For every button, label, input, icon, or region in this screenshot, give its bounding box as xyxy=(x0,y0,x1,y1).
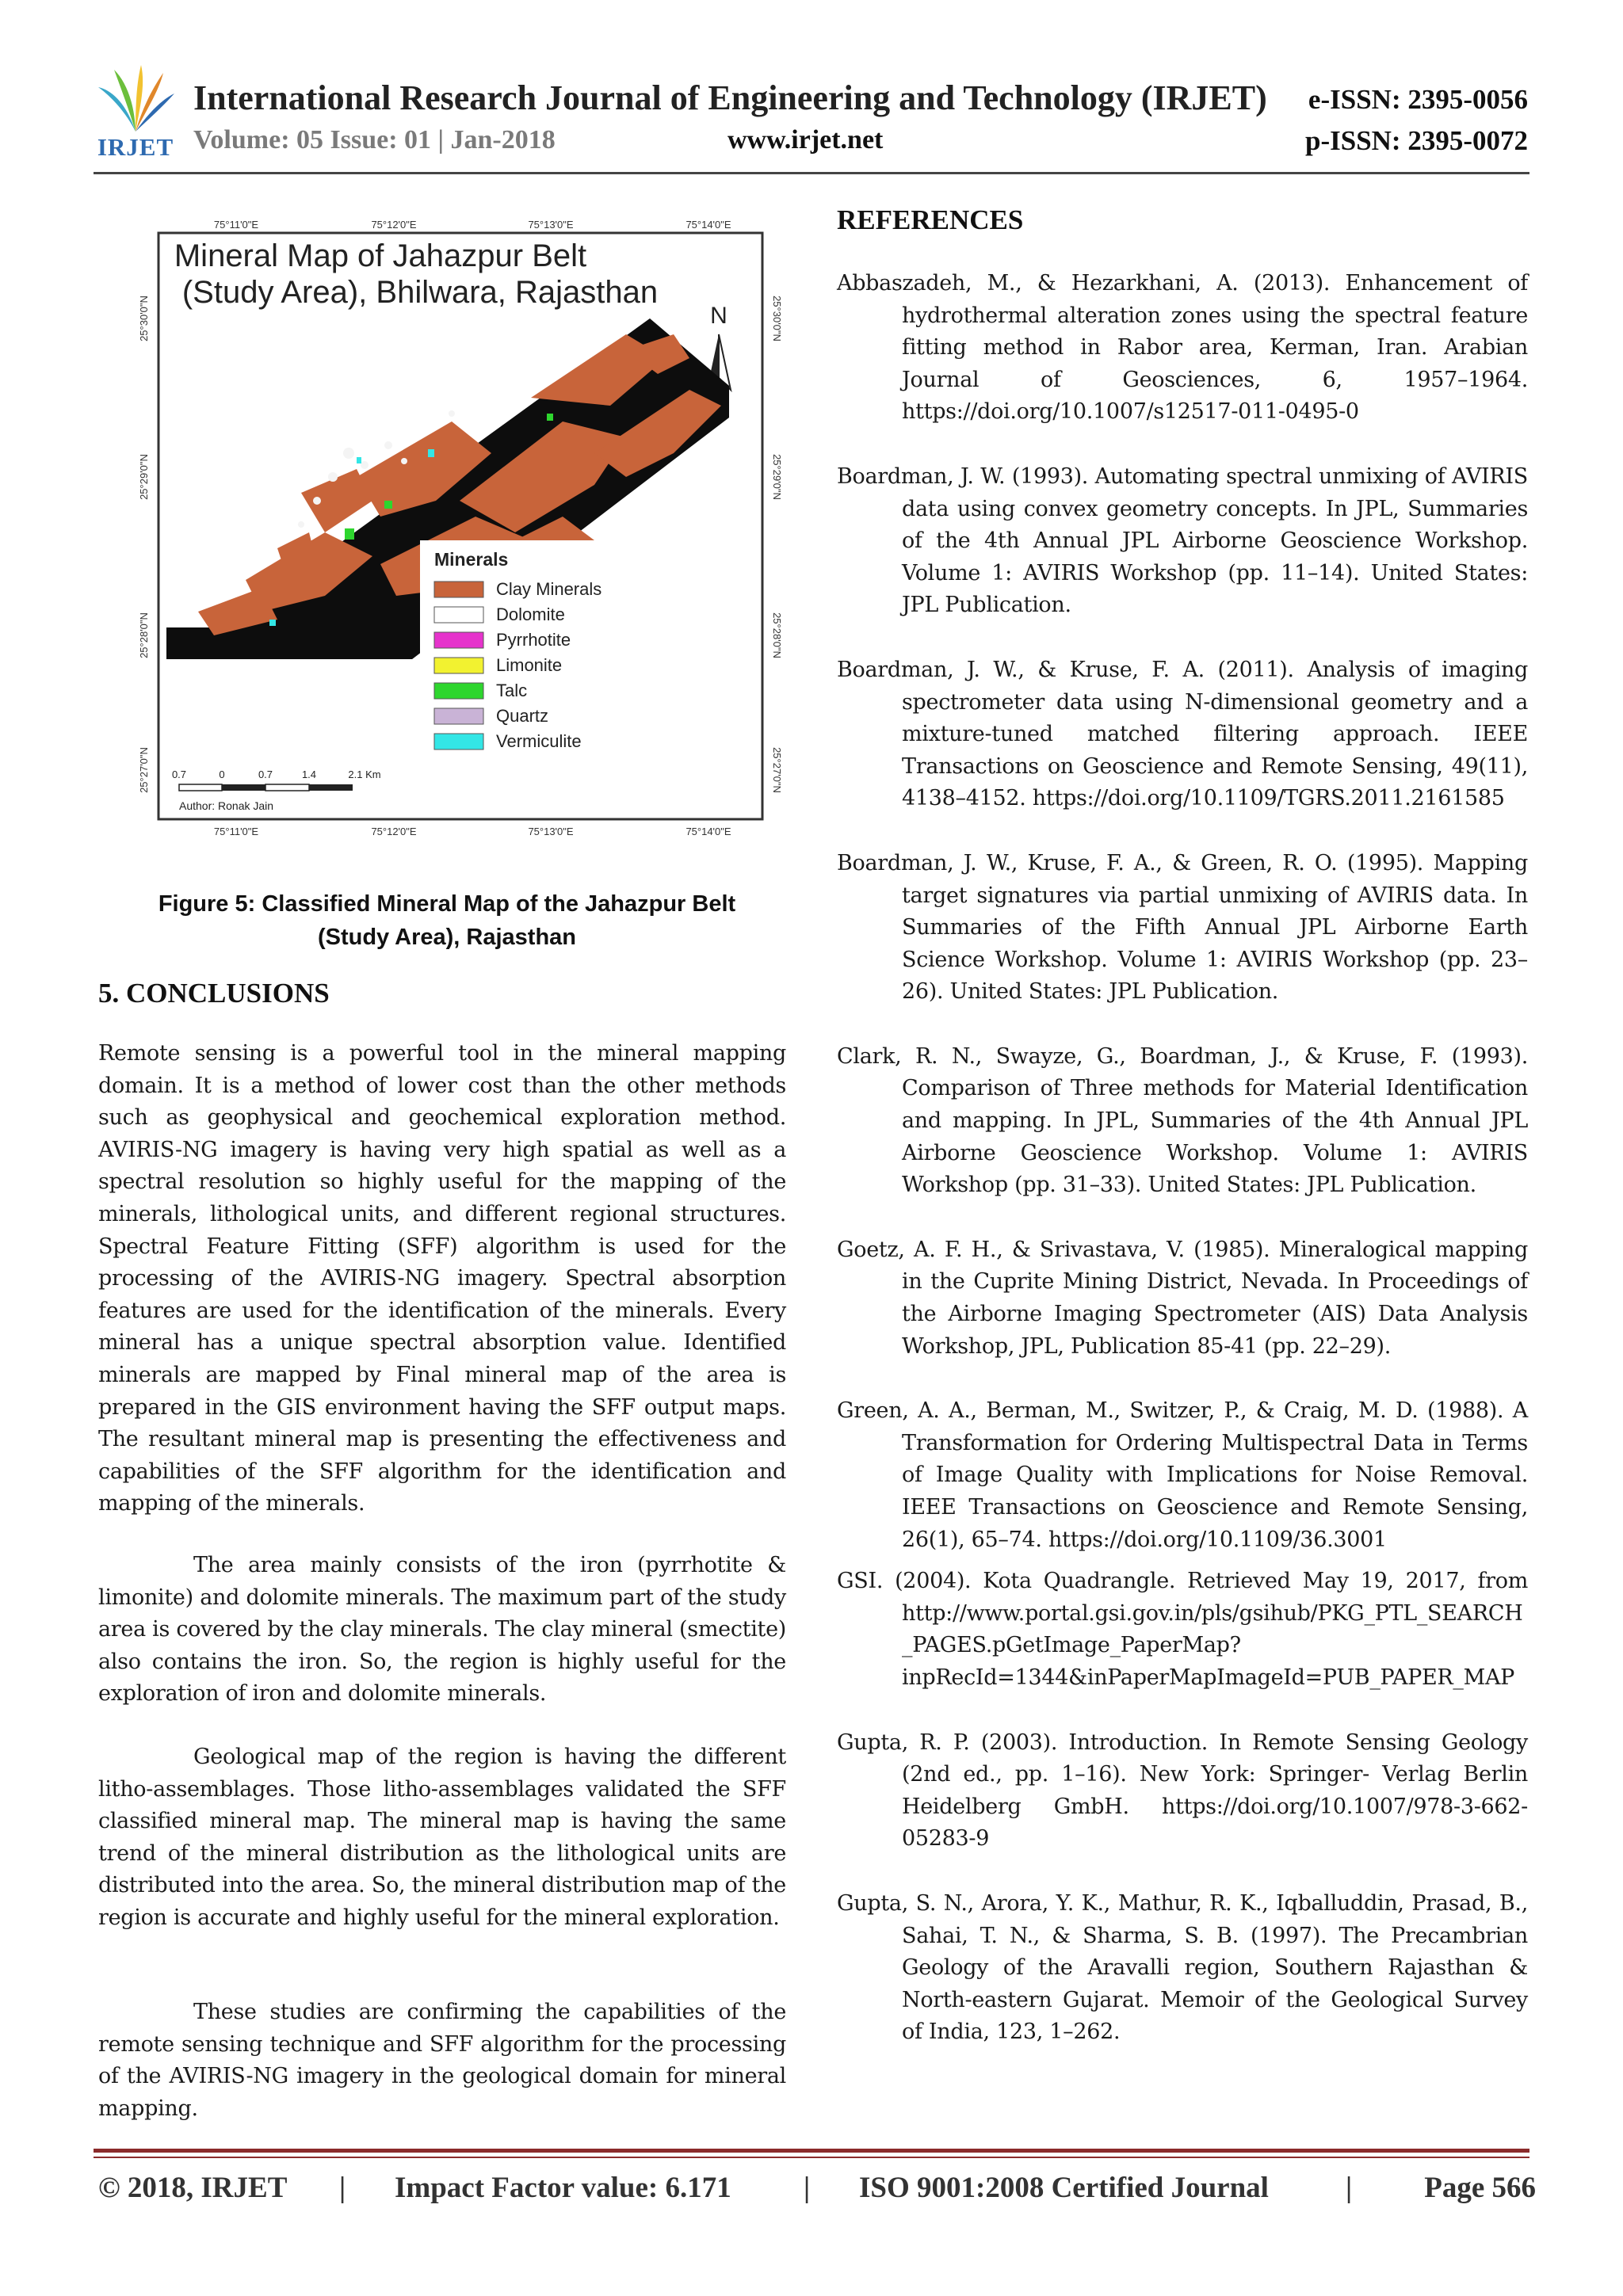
conclusion-paragraph-3 xyxy=(98,1741,786,1935)
legend-label: Limonite xyxy=(496,655,563,675)
mineral-map-figure xyxy=(119,215,781,840)
figure-caption xyxy=(98,887,796,954)
reference-item: Gupta, R. P. (2003). Introduction. In Remote Sensing Geology (2nd ed., pp. 1–16). New York: Springer- Verlag Berlin Heidelberg GmbH. https://doi.org/10.1007/978-3-662-05283-9 xyxy=(837,1730,1528,1852)
p-issn: p-ISSN: 2395-0072 xyxy=(1304,125,1528,156)
legend-swatch xyxy=(434,582,483,597)
legend-label: Quartz xyxy=(496,706,549,726)
scale-label: 0 xyxy=(219,769,225,780)
left-tick: 25°28'0"N xyxy=(138,612,150,658)
footer-separator: | xyxy=(1346,2172,1353,2204)
footer-copyright: © 2018, IRJET xyxy=(98,2172,288,2204)
reference-item: Goetz, A. F. H., & Srivastava, V. (1985). Mineralogical mapping in the Cuprite Mining District, Nevada. In Proceedings of the Airborne Imaging Spectrometer (AIS) Data Analysis Workshop, JPL, Publication 85-41 (pp. 22–29). xyxy=(837,1237,1528,1359)
legend-swatch xyxy=(434,708,483,724)
footer-page-number: Page 566 xyxy=(1424,2172,1536,2204)
page-footer xyxy=(98,2171,1536,2210)
legend-label: Dolomite xyxy=(496,605,565,624)
header-divider xyxy=(94,172,1529,174)
bottom-tick: 75°12'0"E xyxy=(371,826,417,837)
map-author: Author: Ronak Jain xyxy=(179,799,274,812)
bottom-tick: 75°11'0"E xyxy=(213,826,259,837)
footer-divider xyxy=(94,2149,1529,2153)
top-tick: 75°11'0"E xyxy=(213,219,259,231)
scale-label: 0.7 xyxy=(258,769,273,780)
legend-title: Minerals xyxy=(434,549,509,570)
conclusion-paragraph-4-text: These studies are confirming the capabilities of the remote sensing technique and SFF algorithm for the processing of the AVIRIS-NG imagery in the geological domain for mineral mapping. xyxy=(98,2000,786,2121)
scale-label: 0.7 xyxy=(171,769,187,780)
reference-item: Green, A. A., Berman, M., Switzer, P., & Craig, M. D. (1988). A Transformation for Ordering Multispectral Data in Terms of Image Quality with Implications for Noise Removal. IEEE Transactions on Geoscience and Remote Sensing, 26(1), 65–74. https://doi.org/10.1109/36.3001 xyxy=(837,1398,1528,1552)
journal-title: International Research Journal of Engineering and Technology (IRJET) xyxy=(193,78,1267,117)
reference-item: Clark, R. N., Swayze, G., Boardman, J., & Kruse, F. (1993). Comparison of Three methods for Material Identification and mapping. In JPL, Summaries of the 4th Annual JPL Airborne Geoscience Workshop. Volume 1: AVIRIS Workshop (pp. 31–33). United States: JPL Publication. xyxy=(837,1043,1528,1198)
conclusion-paragraph-2-text: The area mainly consists of the iron (pyrrhotite & limonite) and dolomite minerals. The maximum part of the study area is covered by the clay minerals. The clay mineral (smectite) also contains the iron. So, the region is highly useful for the exploration of iron and dolomite minerals. xyxy=(98,1553,786,1707)
legend-label: Vermiculite xyxy=(496,731,582,751)
reference-item: Gupta, S. N., Arora, Y. K., Mathur, R. K., Iqballuddin, Prasad, B., Sahai, T. N., & Sharma, S. B. (1997). The Precambrian Geology of the Aravalli region, Southern Rajasthan & North-eastern Gujarat. Memoir of the Geological Survey of India, 123, 1–262. xyxy=(837,1890,1528,2045)
legend-swatch xyxy=(434,683,483,699)
reference-item: Boardman, J. W., & Kruse, F. A. (2011). Analysis of imaging spectrometer data using N-dimensional geometry and a mixture-tuned matched filtering approach. IEEE Transactions on Geoscience and Remote Sensing, 49(11), 4138–4152. https://doi.org/10.1109/TGRS.2011.2161585 xyxy=(837,657,1528,811)
map-legend xyxy=(420,540,761,814)
map-title: Mineral Map of Jahazpur Belt xyxy=(174,238,587,273)
reference-item: Boardman, J. W. (1993). Automating spectral unmixing of AVIRIS data using convex geometry concepts. In JPL, Summaries of the 4th Annual JPL Airborne Geoscience Workshop. Volume 1: AVIRIS Workshop (pp. 11–14). United States: JPL Publication. xyxy=(837,463,1528,618)
footer-iso: ISO 9001:2008 Certified Journal xyxy=(859,2172,1269,2204)
footer-divider xyxy=(94,2157,1529,2158)
left-tick: 25°30'0"N xyxy=(138,296,150,341)
legend-label: Pyrrhotite xyxy=(496,630,571,650)
right-tick: 25°29'0"N xyxy=(771,454,783,500)
legend-swatch xyxy=(434,607,483,623)
left-tick: 25°27'0"N xyxy=(138,747,150,793)
footer-impact-factor: Impact Factor value: 6.171 xyxy=(395,2172,731,2204)
footer-separator: | xyxy=(804,2172,811,2204)
reference-list xyxy=(837,268,1528,2049)
svg-text:N: N xyxy=(710,303,727,329)
section-title-conclusions: 5. CONCLUSIONS xyxy=(98,978,330,1009)
conclusion-paragraph-4 xyxy=(98,1997,786,2125)
reference-item: Abbaszadeh, M., & Hezarkhani, A. (2013). Enhancement of hydrothermal alteration zones using the spectral feature fitting method in Rabor area, Kerman, Iran. Arabian Journal of Geosciences, 6, 1957–1964. https://doi.org/10.1007/s12517-011-0495-0 xyxy=(837,271,1528,425)
footer-separator: | xyxy=(339,2172,346,2204)
journal-logo xyxy=(94,63,178,160)
section-title-references: REFERENCES xyxy=(837,204,1024,235)
map-subtitle: (Study Area), Bhilwara, Rajasthan xyxy=(181,275,659,310)
right-tick: 25°30'0"N xyxy=(771,296,783,341)
right-tick: 25°27'0"N xyxy=(771,747,783,793)
bottom-tick: 75°14'0"E xyxy=(685,826,731,837)
logo-text: IRJET xyxy=(97,133,174,161)
logo-leaf-icon xyxy=(94,63,178,135)
legend-swatch xyxy=(434,632,483,648)
reference-item: GSI. (2004). Kota Quadrangle. Retrieved May 19, 2017, from http://www.portal.gsi.gov.in/pls/gsihub/PKG_PTL_SEARCH_PAGES.pGetImage_PaperMap?inpRecId=1344&inPaperMapImageId=PUB_PAPER_MAP xyxy=(837,1569,1528,1690)
figure-caption-line1: Figure 5: Classified Mineral Map of the Jahazpur Belt xyxy=(158,891,736,917)
volume-info: Volume: 05 Issue: 01 | Jan-2018 xyxy=(193,125,556,154)
top-tick: 75°13'0"E xyxy=(528,219,574,231)
top-tick: 75°12'0"E xyxy=(371,219,417,231)
legend-label: Clay Minerals xyxy=(496,579,602,599)
top-tick: 75°14'0"E xyxy=(685,219,731,231)
journal-website[interactable]: www.irjet.net xyxy=(727,125,884,154)
legend-swatch xyxy=(434,734,483,749)
left-tick: 25°29'0"N xyxy=(138,454,150,500)
conclusion-paragraph-2 xyxy=(98,1550,786,1711)
e-issn: e-ISSN: 2395-0056 xyxy=(1308,84,1528,115)
conclusion-paragraph-1: Remote sensing is a powerful tool in the mineral mapping domain. It is a method of lower cost than the other methods such as geophysical and geochemical exploration method. AVIRIS-NG imagery is having very high spatial as well as a spectral resolution so highly useful for the mapping of the minerals, lithological units, and different regional structures. Spectral Feature Fitting (SFF) algorithm is used for the processing of the AVIRIS-NG imagery. Spectral absorption features are used for the identification of the minerals. Every mineral has a unique spectral absorption value. Identified minerals are mapped by Final mineral map of the area is prepared in the GIS environment having the SFF output maps. The resultant mineral map is presenting the effectiveness and capabilities of the SFF algorithm for the identification and mapping of the minerals. xyxy=(98,1041,786,1516)
reference-item: Boardman, J. W., Kruse, F. A., & Green, R. O. (1995). Mapping target signatures via partial unmixing of AVIRIS data. In Summaries of the Fifth Annual JPL Airborne Earth Science Workshop. Volume 1: AVIRIS Workshop (pp. 23–26). United States: JPL Publication. xyxy=(837,850,1528,1005)
scale-label: 1.4 xyxy=(301,769,317,780)
legend-label: Talc xyxy=(496,681,528,700)
conclusion-paragraph-3-text: Geological map of the region is having the different litho-assemblages. Those litho-assemblages validated the SFF classified mineral map. The mineral map is having the same trend of the mineral distribution as the lithological units are distributed into the area. So, the mineral distribution map of the region is accurate and highly useful for the mineral exploration. xyxy=(98,1745,786,1930)
figure-caption-line2: (Study Area), Rajasthan xyxy=(317,925,577,950)
legend-swatch xyxy=(434,658,483,673)
bottom-tick: 75°13'0"E xyxy=(528,826,574,837)
scale-label: 2.1 Km xyxy=(348,769,381,780)
right-tick: 25°28'0"N xyxy=(771,612,783,658)
